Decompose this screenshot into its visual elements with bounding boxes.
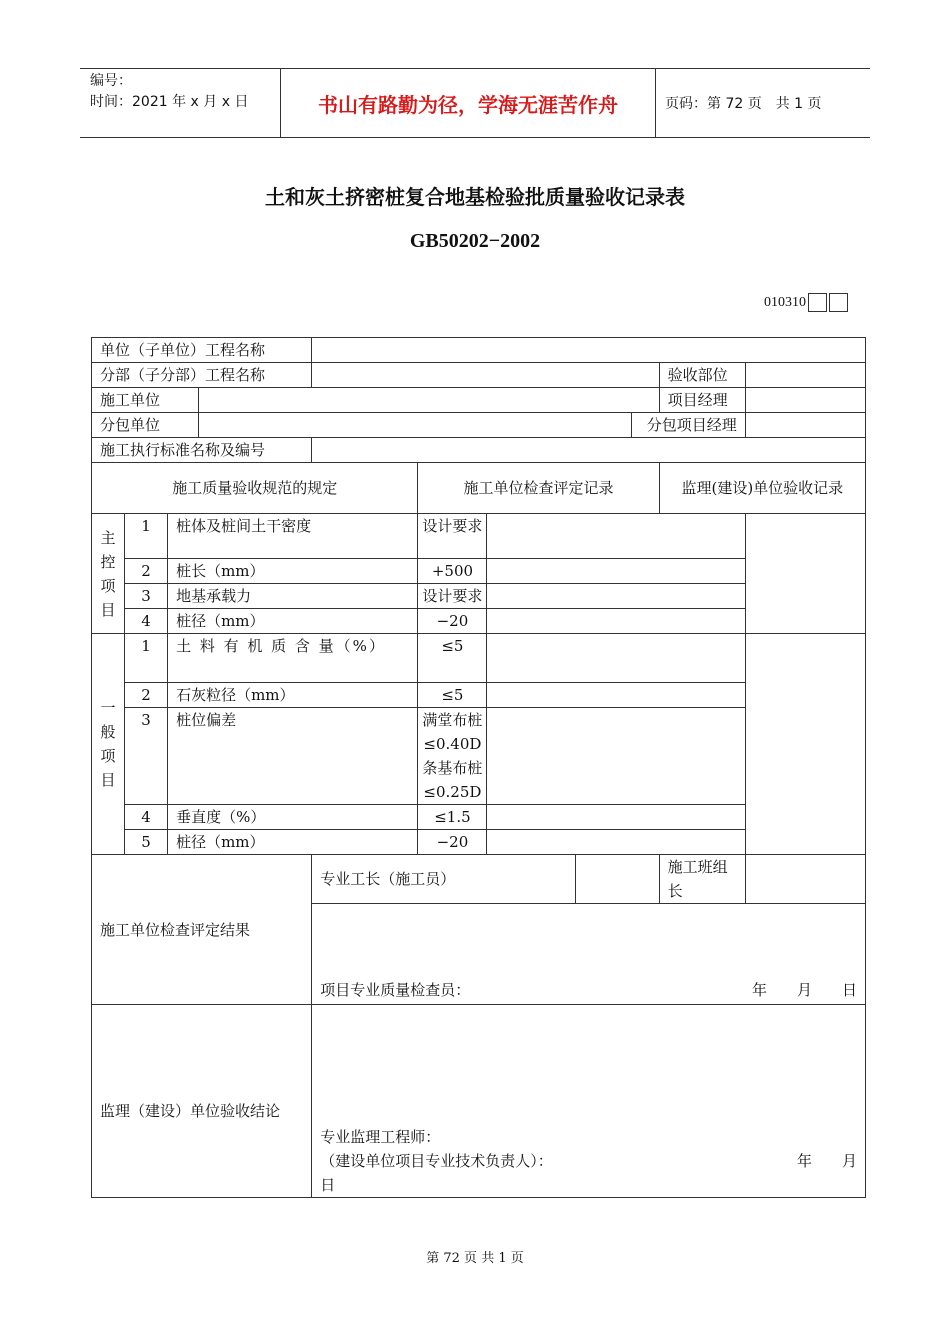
field-sub-manager[interactable] bbox=[745, 413, 865, 438]
check-cell[interactable] bbox=[487, 634, 745, 683]
item-name: 土 料 有 机 质 含 量（%） bbox=[168, 634, 418, 683]
check-cell[interactable] bbox=[487, 683, 745, 708]
form-code-number: 010310 bbox=[764, 294, 806, 310]
item-no: 3 bbox=[125, 708, 168, 805]
item-no: 1 bbox=[125, 514, 168, 559]
page-footer: 第 72 页 共 1 页 bbox=[426, 1251, 524, 1266]
label-accept-part: 验收部位 bbox=[659, 363, 745, 388]
header-supervise: 监理(建设)单位验收记录 bbox=[659, 463, 865, 514]
field-exec-standard[interactable] bbox=[312, 438, 866, 463]
team-leader-field[interactable] bbox=[745, 855, 865, 904]
supervise-cell[interactable] bbox=[745, 514, 865, 634]
field-sub-unit[interactable] bbox=[199, 413, 632, 438]
page-header bbox=[80, 68, 870, 138]
item-no: 1 bbox=[125, 634, 168, 683]
item-no: 4 bbox=[125, 805, 168, 830]
inspector-area[interactable] bbox=[312, 904, 866, 1005]
field-accept-part[interactable] bbox=[745, 363, 865, 388]
header-check-record: 施工单位检查评定记录 bbox=[418, 463, 659, 514]
number-label: 编号： bbox=[90, 73, 132, 89]
foreman-field[interactable] bbox=[575, 855, 659, 904]
row-column-headers bbox=[92, 463, 866, 514]
item-req: +500 bbox=[418, 559, 487, 584]
item-req: 设计要求 bbox=[418, 584, 487, 609]
item-name: 桩径（mm） bbox=[168, 830, 418, 855]
inspector-label: 项目专业质量检查员： bbox=[320, 981, 471, 999]
item-no: 5 bbox=[125, 830, 168, 855]
inspector-date: 年 月 日 bbox=[751, 981, 857, 999]
row-exec-standard bbox=[92, 438, 866, 463]
conclusion-area[interactable] bbox=[312, 1005, 866, 1198]
item-req: ≤1.5 bbox=[418, 805, 487, 830]
row-sub-project bbox=[92, 363, 866, 388]
owner-label: （建设单位项目专业技术负责人）： bbox=[320, 1152, 553, 1170]
item-name: 桩径（mm） bbox=[168, 609, 418, 634]
field-sub-project[interactable] bbox=[312, 363, 659, 388]
item-name: 桩位偏差 bbox=[168, 708, 418, 805]
check-cell[interactable] bbox=[487, 559, 745, 584]
item-name: 桩长（mm） bbox=[168, 559, 418, 584]
general-items-label: 一般项目 bbox=[92, 634, 125, 855]
label-sub-unit: 分包单位 bbox=[92, 413, 199, 438]
check-cell[interactable] bbox=[487, 584, 745, 609]
check-cell[interactable] bbox=[487, 830, 745, 855]
header-meta bbox=[90, 71, 248, 113]
header-spec: 施工质量验收规范的规定 bbox=[92, 463, 418, 514]
team-leader-label: 施工班组长 bbox=[659, 855, 745, 904]
row-unit-project bbox=[92, 338, 866, 363]
label-construct-unit: 施工单位 bbox=[92, 388, 199, 413]
check-cell[interactable] bbox=[487, 805, 745, 830]
field-project-manager[interactable] bbox=[745, 388, 865, 413]
item-no: 2 bbox=[125, 683, 168, 708]
row-sub-unit bbox=[92, 413, 866, 438]
item-req: −20 bbox=[418, 830, 487, 855]
foreman-label: 专业工长（施工员） bbox=[312, 855, 575, 904]
row-conclusion bbox=[92, 1005, 866, 1198]
owner-line bbox=[320, 1149, 857, 1173]
label-unit-project: 单位（子单位）工程名称 bbox=[92, 338, 312, 363]
label-project-manager: 项目经理 bbox=[659, 388, 745, 413]
item-req: ≤5 bbox=[418, 634, 487, 683]
conclusion-label: 监理（建设）单位验收结论 bbox=[92, 1005, 312, 1198]
item-req: −20 bbox=[418, 609, 487, 634]
item-no: 2 bbox=[125, 559, 168, 584]
item-no: 3 bbox=[125, 584, 168, 609]
standard-code: GB50202−2002 bbox=[409, 230, 541, 252]
item-no: 4 bbox=[125, 609, 168, 634]
main-items-label: 主控项目 bbox=[92, 514, 125, 634]
row-foreman bbox=[92, 855, 866, 904]
document-title: 土和灰土挤密桩复合地基检验批质量验收记录表 bbox=[265, 185, 685, 209]
table-row bbox=[92, 634, 866, 683]
item-name: 石灰粒径（mm） bbox=[168, 683, 418, 708]
item-req bbox=[418, 708, 487, 805]
item-name: 垂直度（%） bbox=[168, 805, 418, 830]
conclusion-date-ym: 年 月 bbox=[796, 1152, 857, 1170]
conclusion-date-d: 日 bbox=[320, 1176, 336, 1194]
form-code bbox=[764, 293, 848, 312]
field-construct-unit[interactable] bbox=[199, 388, 660, 413]
check-cell[interactable] bbox=[487, 708, 745, 805]
motto: 书山有路勤为径，学海无涯苦作舟 bbox=[318, 92, 618, 117]
result-label: 施工单位检查评定结果 bbox=[92, 855, 312, 1005]
item-req-line: 条基布桩≤0.25D bbox=[422, 759, 483, 801]
code-box[interactable] bbox=[808, 293, 827, 312]
label-sub-manager: 分包项目经理 bbox=[631, 413, 745, 438]
code-box[interactable] bbox=[829, 293, 848, 312]
label-sub-project: 分部（子分部）工程名称 bbox=[92, 363, 312, 388]
item-name: 地基承载力 bbox=[168, 584, 418, 609]
item-req-line: 满堂布桩≤0.40D bbox=[422, 711, 483, 753]
engineer-label: 专业监理工程师： bbox=[320, 1128, 441, 1146]
field-unit-project[interactable] bbox=[312, 338, 866, 363]
divider bbox=[280, 69, 281, 137]
table-row bbox=[92, 514, 866, 559]
inspector-line bbox=[320, 978, 857, 1002]
item-req: 设计要求 bbox=[418, 514, 487, 559]
inspection-table bbox=[91, 337, 866, 1198]
row-construct-unit bbox=[92, 388, 866, 413]
check-cell[interactable] bbox=[487, 514, 745, 559]
divider bbox=[655, 69, 656, 137]
supervise-cell[interactable] bbox=[745, 634, 865, 855]
label-exec-standard: 施工执行标准名称及编号 bbox=[92, 438, 312, 463]
check-cell[interactable] bbox=[487, 609, 745, 634]
item-req: ≤5 bbox=[418, 683, 487, 708]
time-label: 时间：2021 年 x 月 x 日 bbox=[90, 94, 249, 110]
item-name: 桩体及桩间土干密度 bbox=[168, 514, 418, 559]
page-info: 页码：第 72 页 共 1 页 bbox=[665, 96, 822, 112]
